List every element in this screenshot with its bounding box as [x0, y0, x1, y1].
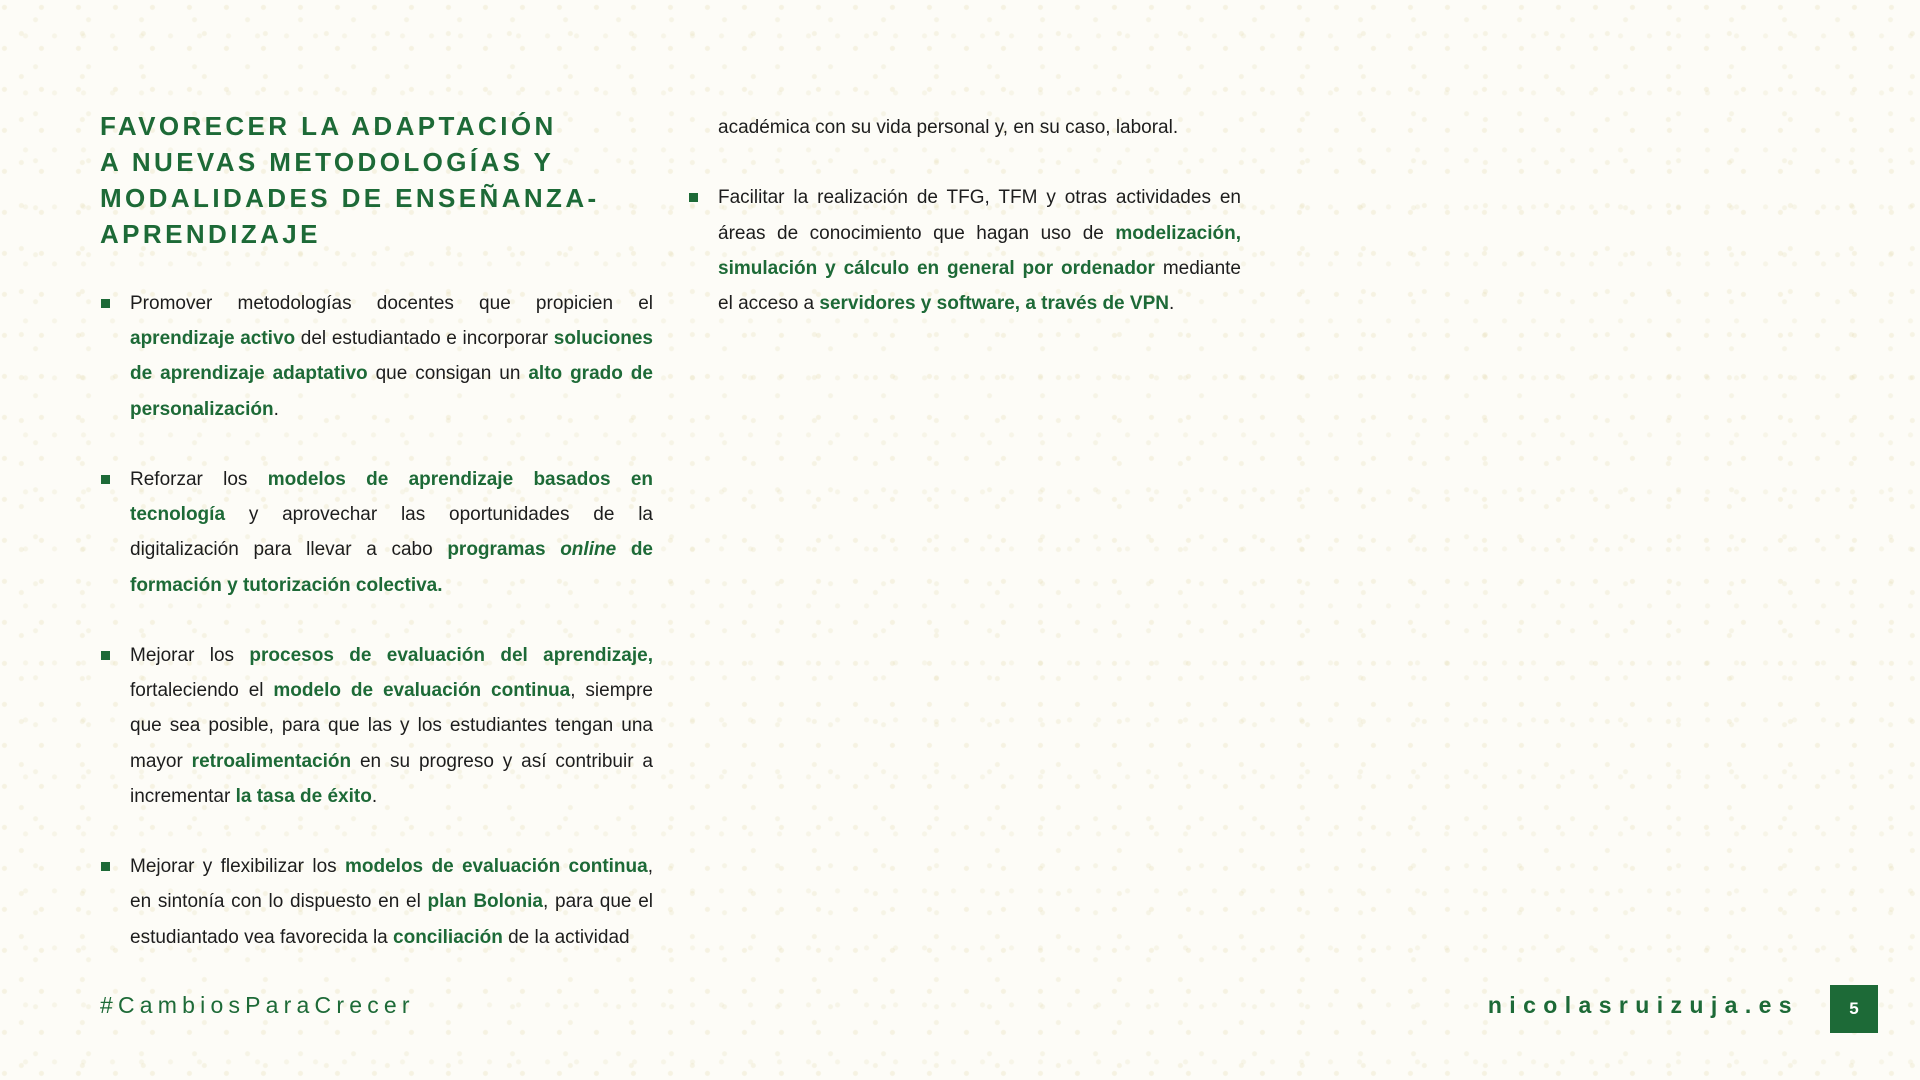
highlight-text: de formación y tutorización colectiva. — [130, 539, 653, 596]
footer-hashtag: #CambiosParaCrecer — [100, 992, 415, 1018]
item-text: Facilitar la realización de TFG, TFM y otras actividades en áreas de conocimiento que hagan uso de — [718, 187, 1241, 244]
item-text: Promover metodologías docentes que propicien el — [130, 293, 653, 314]
highlight-text: plan Bolonia — [427, 891, 543, 913]
footer-website: nicolasruizuja.es — [1487, 992, 1799, 1018]
highlight-text: la tasa de éxito — [235, 785, 372, 807]
highlight-text: aprendizaje activo — [130, 328, 296, 350]
item-text: en su progreso y así contribuir a incrementar — [130, 750, 653, 807]
item-text: . — [1168, 293, 1175, 314]
highlight-text: alto grado de personalización — [130, 363, 653, 420]
page-title — [100, 108, 660, 252]
list-item — [100, 638, 653, 814]
highlight-text: modelos de evaluación continua — [345, 856, 648, 878]
highlight-text: modelos de aprendizaje basados en tecnología — [130, 469, 653, 526]
list-item — [100, 462, 653, 603]
item-text: Mejorar los — [130, 645, 250, 666]
item-text: mediante el acceso a — [718, 257, 1241, 314]
list-item — [100, 849, 653, 955]
highlight-text: soluciones de aprendizaje adaptativo — [130, 328, 653, 385]
title-line: APRENDIZAJE — [100, 219, 321, 249]
square-bullet-icon — [689, 193, 698, 202]
item-text: . — [371, 785, 378, 807]
highlight-text: conciliación — [393, 926, 503, 948]
item-text: que consigan un — [367, 363, 529, 385]
list-item — [688, 180, 1241, 321]
list-item — [100, 286, 653, 427]
item-text: Mejorar y flexibilizar los — [130, 856, 345, 878]
highlight-text: programas — [447, 539, 561, 561]
square-bullet-icon — [101, 299, 110, 308]
item-text: de la actividad — [502, 926, 630, 948]
highlight-text: procesos de evaluación del aprendizaje, — [249, 645, 654, 666]
page-number: 5 — [1830, 985, 1878, 1033]
title-line: A NUEVAS METODOLOGÍAS Y — [100, 147, 555, 177]
item-text: Reforzar los — [130, 469, 268, 490]
square-bullet-icon — [101, 862, 110, 871]
item-text: , para que el estudiantado vea favorecida la — [130, 891, 654, 948]
highlight-text: modelización, simulación y cálculo en general por ordenador — [718, 222, 1241, 279]
left-column — [100, 286, 653, 990]
item-text: , en sintonía con lo dispuesto en el — [130, 856, 653, 913]
item-text: . — [273, 398, 279, 420]
highlight-text: retroalimentación — [191, 750, 352, 772]
highlight-text: modelo de evaluación continua — [273, 680, 571, 702]
title-line: FAVORECER LA ADAPTACIÓN — [100, 111, 557, 141]
square-bullet-icon — [101, 651, 110, 660]
right-column — [688, 110, 1241, 356]
item-text: y aprovechar las oportunidades de la digitalización para llevar a cabo — [130, 504, 653, 561]
square-bullet-icon — [101, 475, 110, 484]
item-text: , siempre que sea posible, para que las y los estudiantes tengan una mayor — [130, 680, 653, 772]
highlight-italic-text: online — [560, 539, 617, 561]
title-line: MODALIDADES DE ENSEÑANZA- — [100, 183, 600, 213]
highlight-text: servidores y software, a través de VPN — [819, 293, 1169, 314]
continued-text: académica con su vida personal y, en su caso, laboral. — [718, 117, 1179, 138]
item-text: fortaleciendo el — [130, 680, 274, 702]
item-text: del estudiantado e incorporar — [295, 328, 554, 350]
